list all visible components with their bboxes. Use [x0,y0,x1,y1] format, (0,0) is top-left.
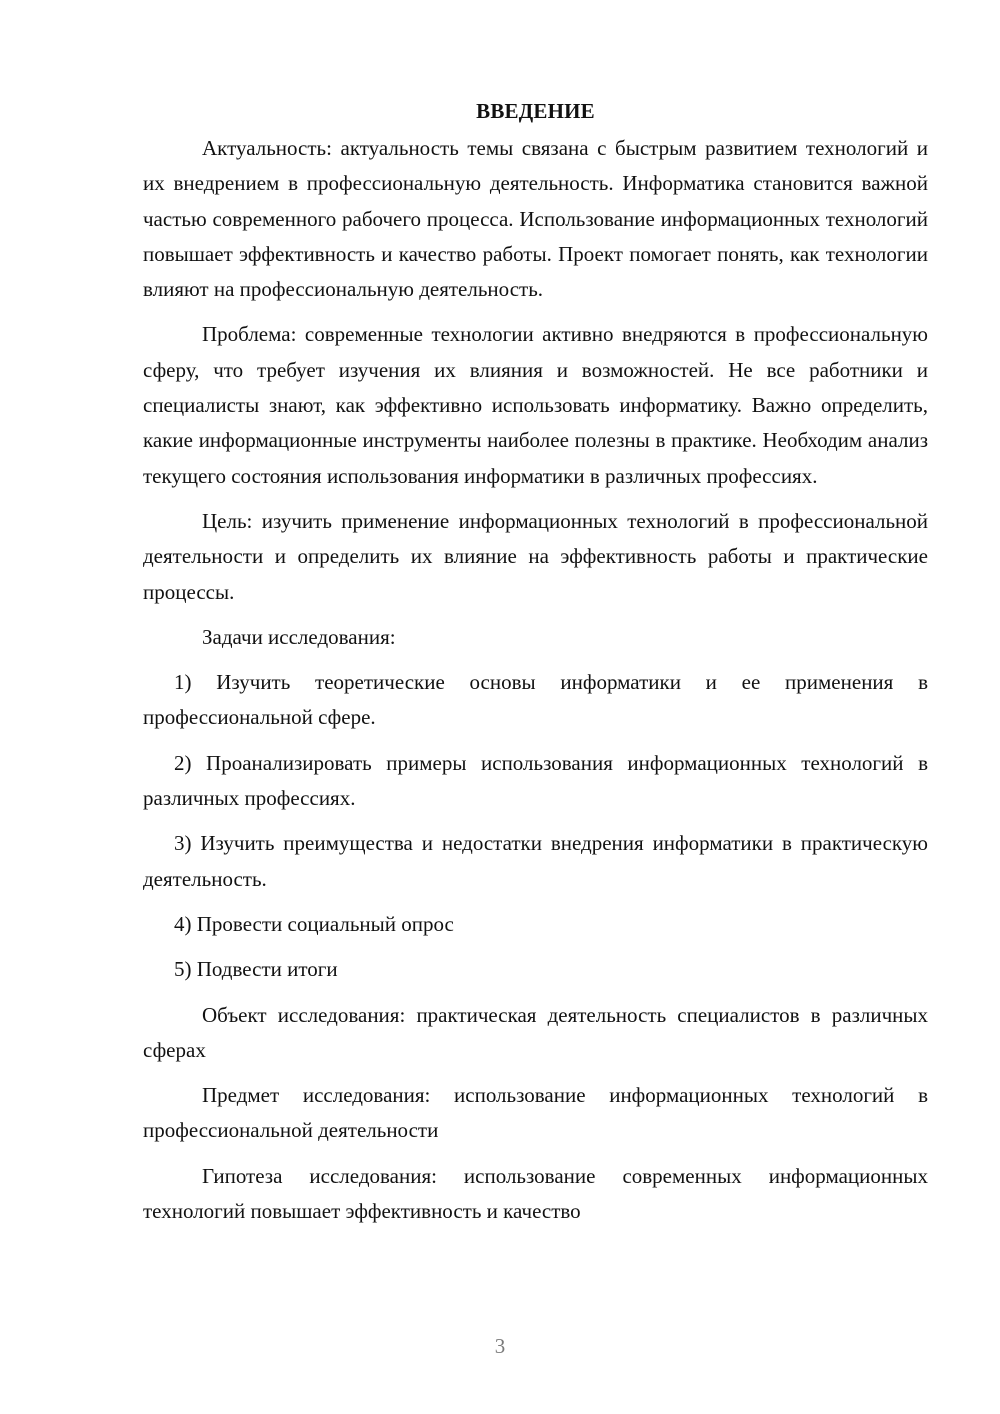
page-title: ВВЕДЕНИЕ [476,99,595,123]
object-paragraph: Объект исследования: практическая деятельность специалистов в различных сферах [143,1002,928,1062]
task-item-5: 5) Подвести итоги [174,957,338,982]
document-page [143,96,928,1239]
relevance-paragraph: Актуальность: актуальность темы связана с быстрым развитием технологий и их внедрением в профессиональную деятельность. Информатика становится важной частью современного рабочего процесса. Использование информационных технологий повышает эффективность и качество работы. Проект помогает понять, как технологии влияют на профессиональную деятельность. [143,136,928,302]
tasks-heading: Задачи исследования: [202,624,396,649]
task-item-3: 3) Изучить преимущества и недостатки внедрения информатики в практическую деятельность. [143,831,928,891]
hypothesis-paragraph: Гипотеза исследования: использование современных информационных технологий повышает эффективность и качество [143,1163,928,1224]
task-item-4: 4) Провести социальный опрос [174,911,454,936]
task-item-2: 2) Проанализировать примеры использования информационных технологий в различных профессиях. [143,750,928,811]
page-number: 3 [494,1334,506,1358]
problem-paragraph: Проблема: современные технологии активно внедряются в профессиональную сферу, что требует изучения их влияния и возможностей. Не все работники и специалисты знают, как эффективно использовать информатику. Важно определить, какие информационные инструменты наиболее полезны в практике. Необходим анализ текущего состояния использования информатики в различных профессиях. [143,322,928,488]
subject-paragraph: Предмет исследования: использование информационных технологий в профессиональной деятельности [143,1083,928,1143]
goal-paragraph: Цель: изучить применение информационных технологий в профессиональной деятельности и определить их влияние на эффективность работы и практические процессы. [143,508,928,604]
task-item-1: 1) Изучить теоретические основы информатики и ее применения в профессиональной сфере. [143,670,928,730]
